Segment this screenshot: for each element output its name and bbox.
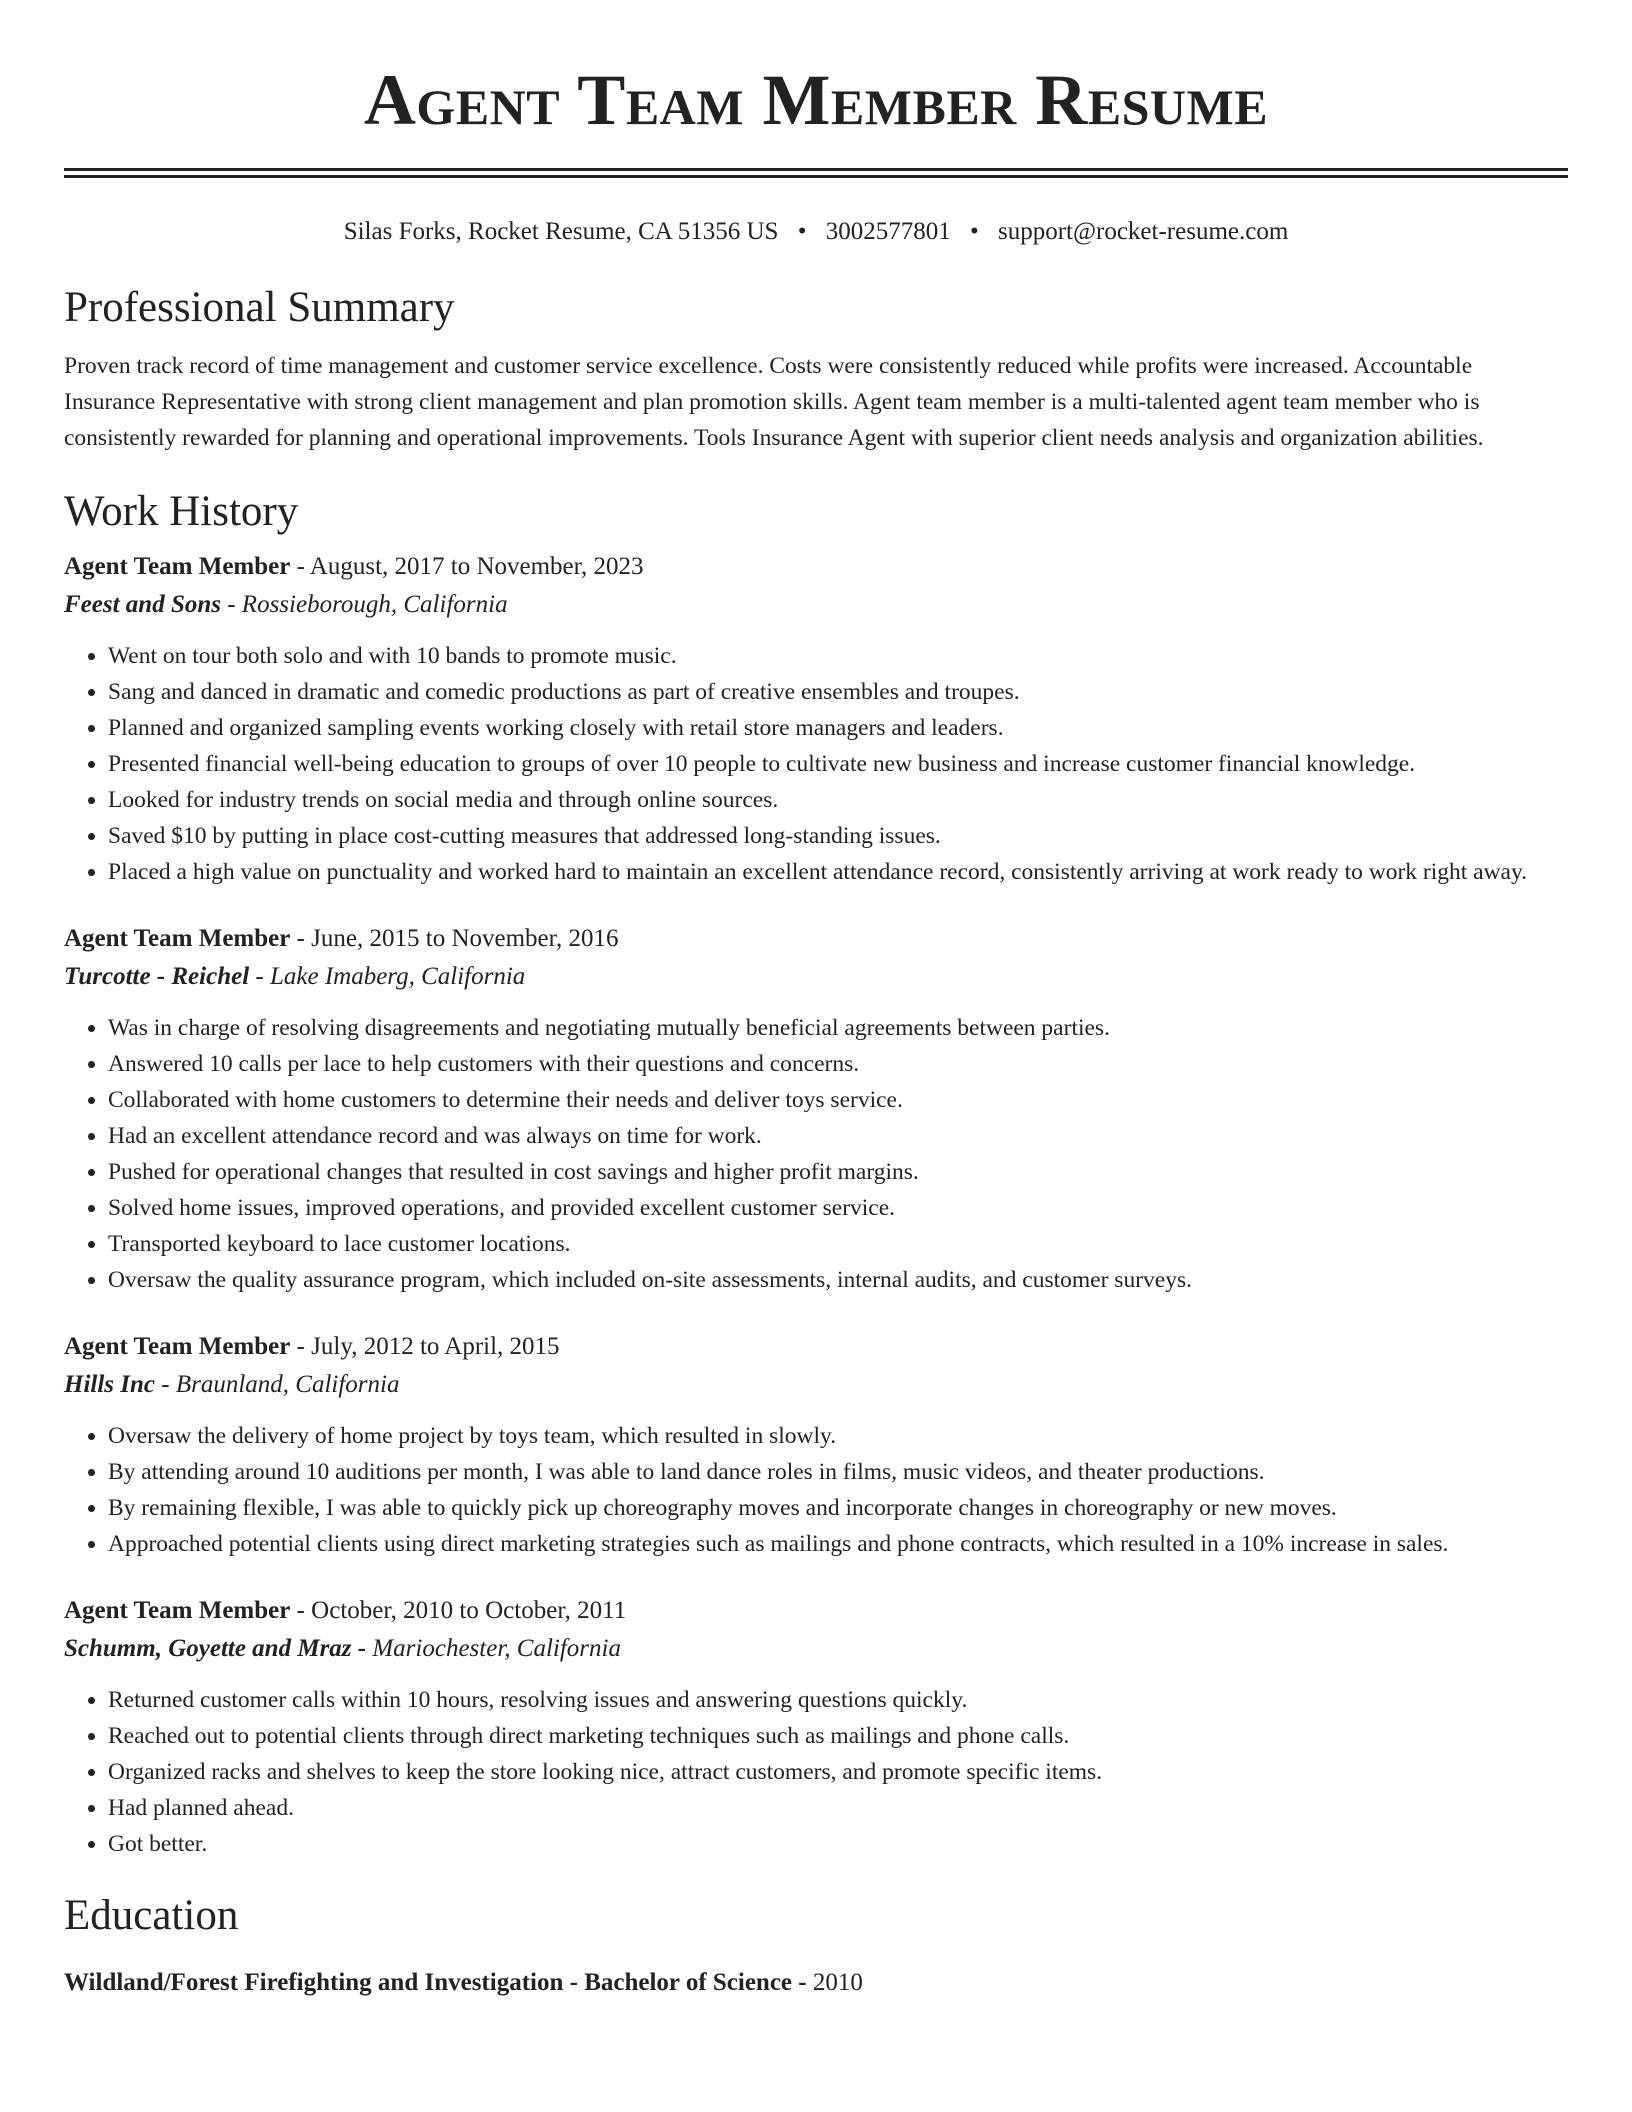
job-bullet: • Went on tour both solo and with 10 bands to promote music.: [108, 638, 1568, 674]
resume-title: Agent Team Member Resume: [363, 60, 1269, 140]
job-bullet: • Was in charge of resolving disagreements and negotiating mutually beneficial agreements between parties.: [108, 1010, 1568, 1046]
work-history-list: [64, 548, 1568, 1862]
job-role: Agent Team Member: [64, 553, 291, 580]
job-company: Feest and Sons: [64, 591, 221, 618]
job-location: - Rossieborough, California: [220, 591, 508, 618]
education-year: 2010: [806, 1969, 863, 1996]
contact-address: Silas Forks, Rocket Resume, CA 51356 US: [343, 218, 779, 245]
job-company: Schumm, Goyette and Mraz -: [64, 1635, 367, 1662]
job-company: Hills Inc: [64, 1371, 155, 1398]
job-bullet: • Returned customer calls within 10 hours, resolving issues and answering questions quickly.: [108, 1682, 1568, 1718]
job-bullet: • Had an excellent attendance record and was always on time for work.: [108, 1118, 1568, 1154]
job-bullet: • By attending around 10 auditions per month, I was able to land dance roles in films, music videos, and theater productions.: [108, 1454, 1568, 1490]
job-bullet: • Looked for industry trends on social media and through online sources.: [108, 782, 1568, 818]
job-bullet: • Pushed for operational changes that resulted in cost savings and higher profit margins.: [108, 1154, 1568, 1190]
job-bullet-list: [64, 638, 1568, 890]
job-bullet: • Saved $10 by putting in place cost-cutting measures that addressed long-standing issues.: [108, 818, 1568, 854]
job-bullet: • Placed a high value on punctuality and worked hard to maintain an excellent attendance record, consistently arriving at work ready to work right away.: [108, 854, 1568, 890]
job-bullet: • Sang and danced in dramatic and comedic productions as part of creative ensembles and troupes.: [108, 674, 1568, 710]
job-bullet: • Oversaw the delivery of home project by toys team, which resulted in slowly.: [108, 1418, 1568, 1454]
job-entry: [64, 920, 1568, 1298]
job-bullet: • Answered 10 calls per lace to help customers with their questions and concerns.: [108, 1046, 1568, 1082]
job-bullet: • Planned and organized sampling events working closely with retail store managers and leaders.: [108, 710, 1568, 746]
summary-text: Proven track record of time management and customer service excellence. Costs were consistently reduced while profits were increased. Accountable Insurance Representative with strong client management and plan promotion skills. Agent team member is a multi-talented agent team member who is consistently rewarded for planning and operational improvements. Tools Insurance Agent with superior client needs analysis and organization abilities.: [64, 353, 1484, 451]
job-dates: - June, 2015 to November, 2016: [290, 925, 619, 952]
job-bullet: • Had planned ahead.: [108, 1790, 1568, 1826]
job-company-line: [64, 586, 1568, 624]
job-bullet: • Oversaw the quality assurance program, which included on-site assessments, internal audits, and customer surveys.: [108, 1262, 1568, 1298]
job-bullet-list: [64, 1418, 1568, 1562]
job-bullet: • Transported keyboard to lace customer locations.: [108, 1226, 1568, 1262]
education-entry: [64, 1964, 1568, 2002]
work-history-heading: Work History: [64, 488, 299, 535]
job-bullet: • Solved home issues, improved operations, and provided excellent customer service.: [108, 1190, 1568, 1226]
contact-separator: •: [797, 218, 807, 245]
job-company-line: [64, 1366, 1568, 1404]
job-bullet: • Got better.: [108, 1826, 1568, 1862]
job-location: Mariochester, California: [366, 1635, 621, 1662]
education-list: [64, 1964, 1568, 2002]
job-header: [64, 920, 1568, 958]
job-role: Agent Team Member: [64, 1597, 291, 1624]
summary-heading: Professional Summary: [64, 284, 455, 331]
contact-line: [64, 216, 1568, 248]
job-company: Turcotte - Reichel: [64, 963, 250, 990]
job-location: - Braunland, California: [155, 1371, 400, 1398]
education-degree: Wildland/Forest Firefighting and Investigation - Bachelor of Science -: [64, 1969, 807, 1996]
job-entry: [64, 548, 1568, 890]
job-role: Agent Team Member: [64, 925, 291, 952]
title-divider: [64, 168, 1568, 178]
job-entry: [64, 1328, 1568, 1562]
job-header: [64, 1592, 1568, 1630]
job-bullet-list: [64, 1010, 1568, 1298]
contact-separator: •: [969, 218, 979, 245]
contact-phone: 3002577801: [825, 218, 951, 245]
job-dates: - July, 2012 to April, 2015: [290, 1333, 560, 1360]
contact-email: support@rocket-resume.com: [997, 218, 1289, 245]
job-bullet-list: [64, 1682, 1568, 1862]
job-header: [64, 548, 1568, 586]
job-role: Agent Team Member: [64, 1333, 291, 1360]
job-bullet: • Presented financial well-being education to groups of over 10 people to cultivate new business and increase customer financial knowledge.: [108, 746, 1568, 782]
job-company-line: [64, 1630, 1568, 1668]
job-dates: - October, 2010 to October, 2011: [290, 1597, 627, 1624]
job-entry: [64, 1592, 1568, 1862]
job-bullet: • Organized racks and shelves to keep the store looking nice, attract customers, and promote specific items.: [108, 1754, 1568, 1790]
job-company-line: [64, 958, 1568, 996]
education-heading: Education: [64, 1892, 239, 1939]
job-dates: - August, 2017 to November, 2023: [290, 553, 644, 580]
job-bullet: • Reached out to potential clients through direct marketing techniques such as mailings and phone calls.: [108, 1718, 1568, 1754]
job-bullet: • Collaborated with home customers to determine their needs and deliver toys service.: [108, 1082, 1568, 1118]
job-header: [64, 1328, 1568, 1366]
job-location: - Lake Imaberg, California: [249, 963, 526, 990]
job-bullet: • By remaining flexible, I was able to quickly pick up choreography moves and incorporate changes in choreography or new moves.: [108, 1490, 1568, 1526]
job-bullet: • Approached potential clients using direct marketing strategies such as mailings and phone contracts, which resulted in a 10% increase in sales.: [108, 1526, 1568, 1562]
